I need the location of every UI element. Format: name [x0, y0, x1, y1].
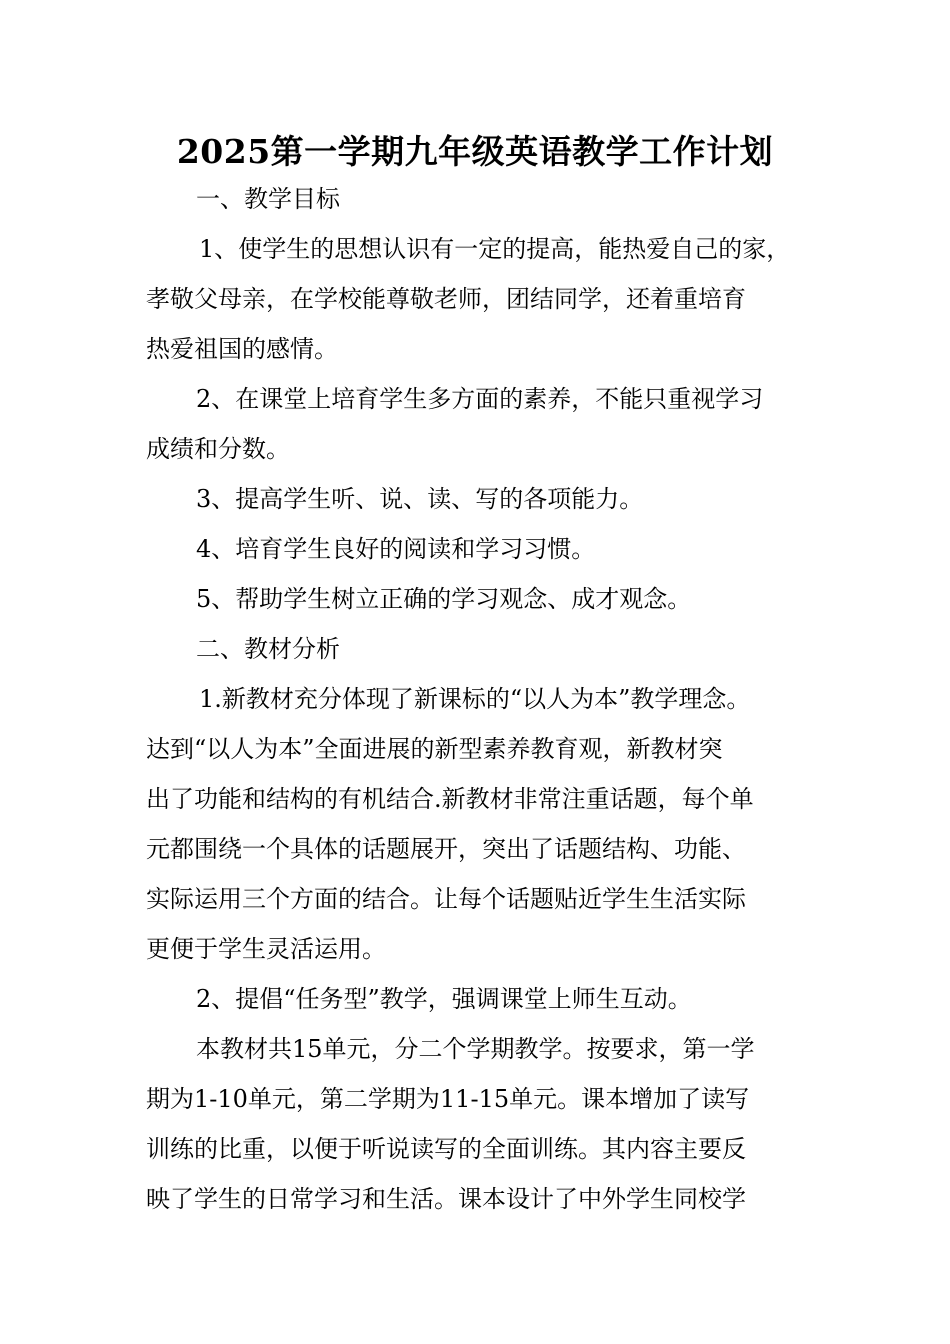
- paragraph-line: 元都围绕一个具体的话题展开，突出了话题结构、功能、: [146, 835, 746, 863]
- paragraph-line: 1、使学生的思想认识有一定的提高，能热爱自己的家，: [199, 235, 791, 263]
- paragraph-line: 本教材共15单元，分二个学期教学。按要求，第一学: [196, 1035, 755, 1063]
- paragraph-line: 实际运用三个方面的结合。让每个话题贴近学生生活实际: [146, 885, 746, 913]
- paragraph-line: 出了功能和结构的有机结合.新教材非常注重话题，每个单: [146, 785, 754, 813]
- paragraph-line: 达到“以人为本”全面进展的新型素养教育观，新教材突: [146, 735, 723, 763]
- paragraph-line: 映了学生的日常学习和生活。课本设计了中外学生同校学: [146, 1185, 746, 1213]
- paragraph-line: 孝敬父母亲，在学校能尊敬老师，团结同学，还着重培育: [146, 285, 746, 313]
- document-title: 2025第一学期九年级英语教学工作计划: [176, 132, 774, 171]
- paragraph-line: 1.新教材充分体现了新课标的“以人为本”教学理念。: [199, 685, 751, 713]
- paragraph-line: 热爱祖国的感情。: [146, 335, 338, 363]
- paragraph-line: 成绩和分数。: [146, 435, 290, 463]
- paragraph-line: 4、培育学生良好的阅读和学习习惯。: [196, 535, 596, 563]
- paragraph-line: 更便于学生灵活运用。: [146, 935, 386, 963]
- paragraph-line: 训练的比重，以便于听说读写的全面训练。其内容主要反: [146, 1135, 746, 1163]
- paragraph-line: 2、提倡“任务型”教学，强调课堂上师生互动。: [196, 985, 692, 1013]
- paragraph-line: 3、提高学生听、说、读、写的各项能力。: [196, 485, 644, 513]
- paragraph-line: 5、帮助学生树立正确的学习观念、成才观念。: [196, 585, 692, 613]
- paragraph-line: 2、在课堂上培育学生多方面的素养，不能只重视学习: [196, 385, 764, 413]
- section-heading-teaching-goals: 一、教学目标: [196, 185, 340, 213]
- section-heading-textbook-analysis: 二、教材分析: [196, 635, 340, 663]
- paragraph-line: 期为1-10单元，第二学期为11-15单元。课本增加了读写: [146, 1085, 750, 1113]
